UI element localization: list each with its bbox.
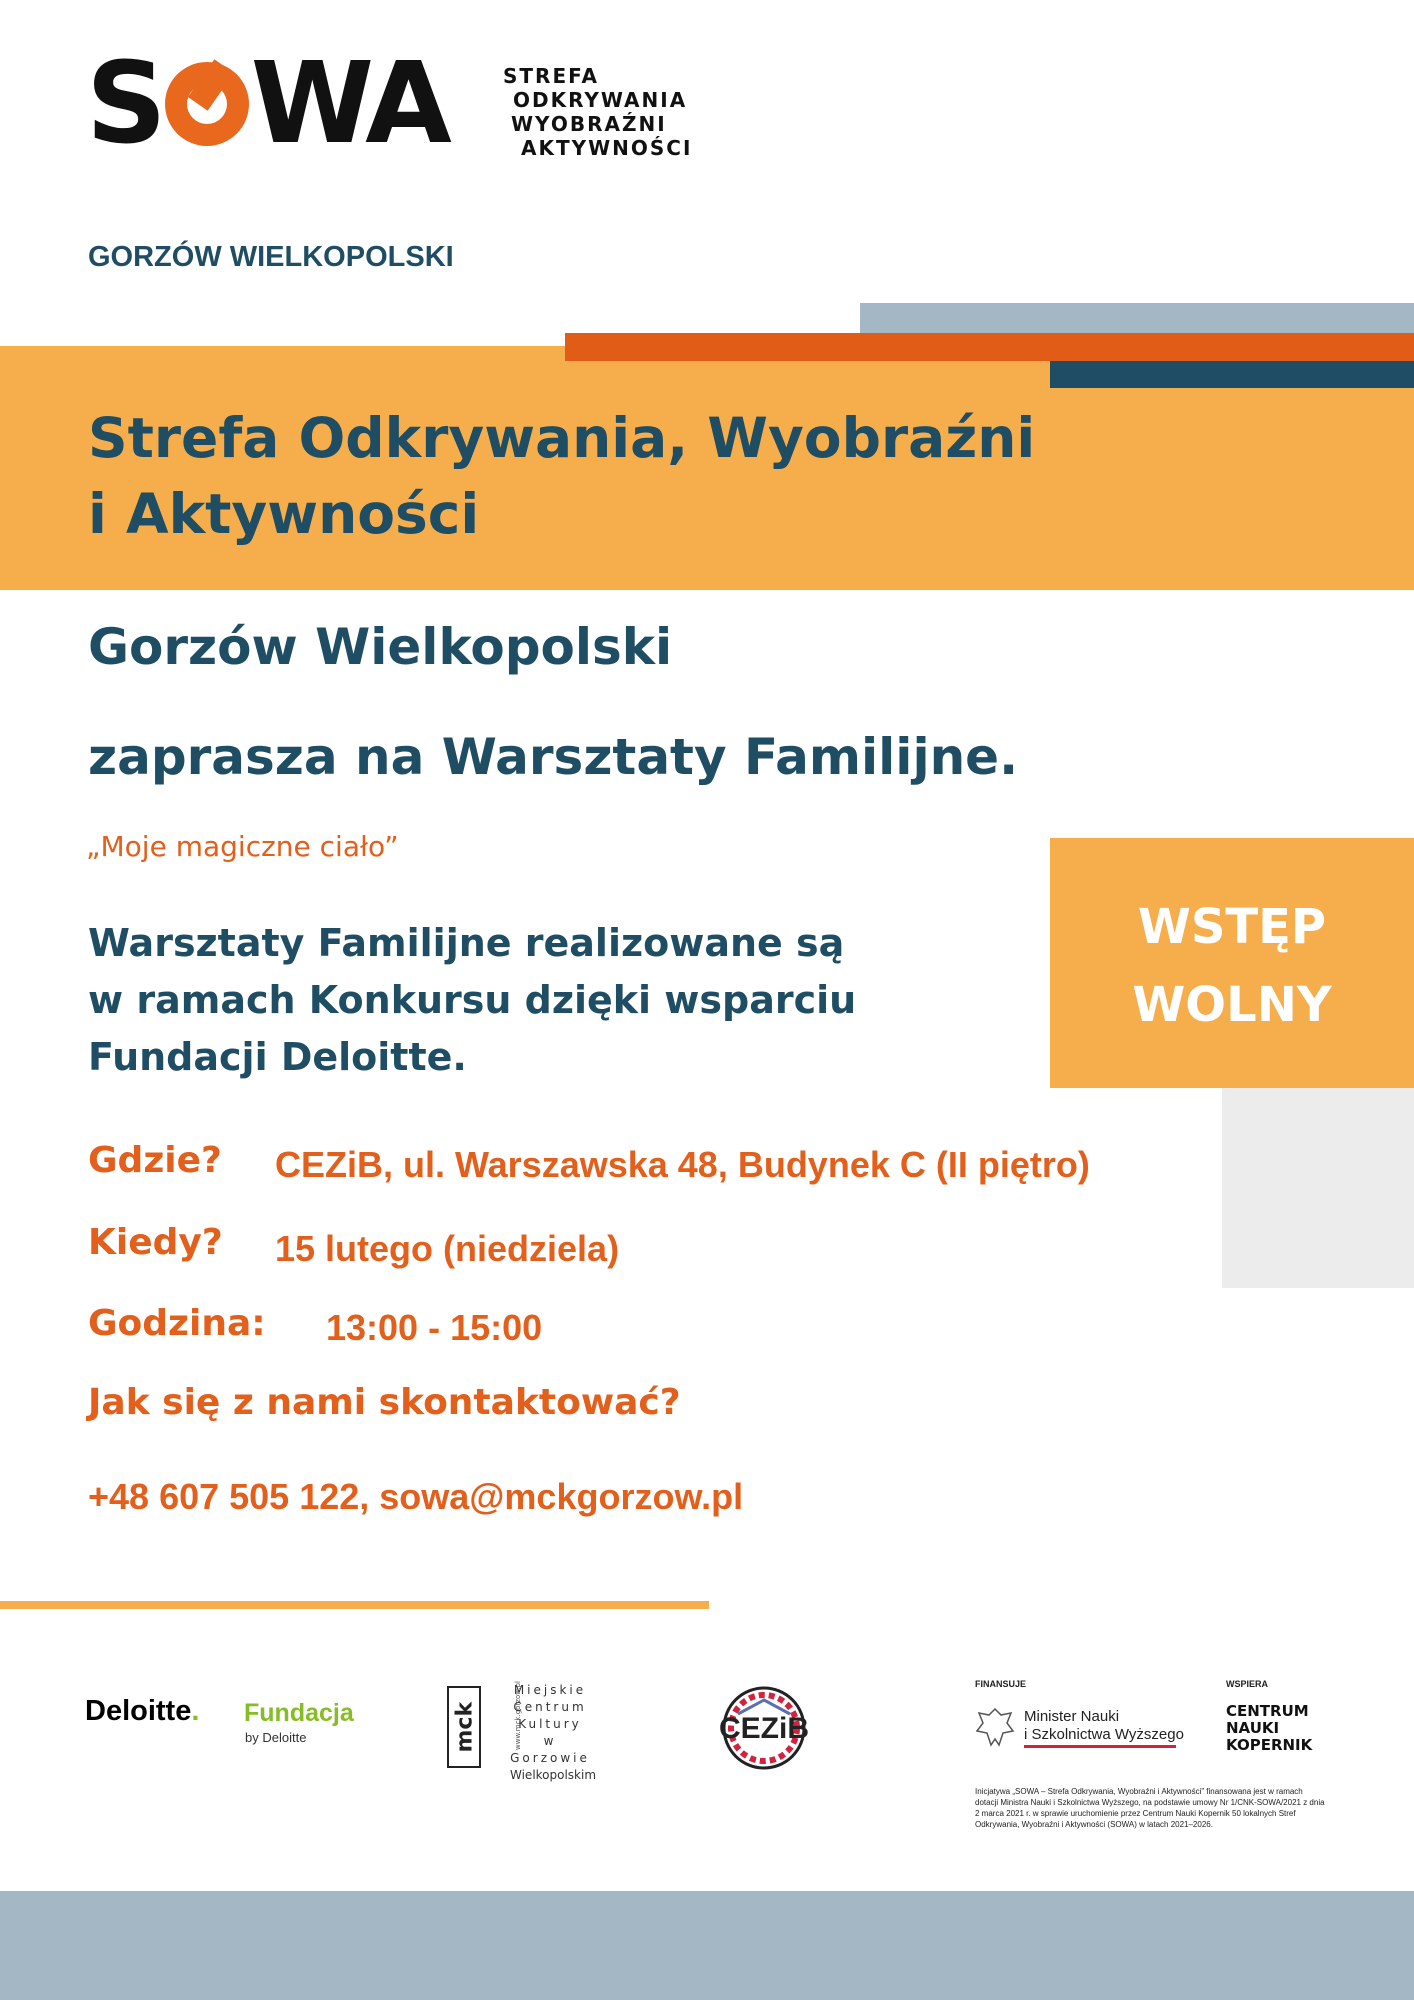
deloitte-logo <box>85 1695 199 1728</box>
time-label: Godzina: <box>88 1303 266 1344</box>
support-heading: WSPIERA <box>1226 1679 1269 1689</box>
free-entry-line: WSTĘP <box>1137 899 1327 955</box>
where-label: Gdzie? <box>88 1140 222 1181</box>
tagline-line: AKTYWNOŚCI <box>521 136 693 160</box>
mck-name-line: Kultury <box>518 1717 582 1731</box>
ck-line: NAUKI <box>1226 1719 1280 1737</box>
free-entry-line: WOLNY <box>1132 977 1332 1033</box>
subheading-invite: zaprasza na Warsztaty Familijne. <box>88 728 1019 786</box>
mck-logo: mck <box>452 1701 478 1753</box>
time-value: 13:00 - 15:00 <box>326 1307 543 1348</box>
by-deloitte-label: by Deloitte <box>245 1730 307 1745</box>
funding-heading: FINANSUJE <box>975 1679 1027 1689</box>
mck-name-line: w Gorzowie <box>510 1734 590 1765</box>
ministry-line: Minister Nauki <box>1024 1708 1120 1725</box>
owl-eye-icon <box>165 62 249 146</box>
decor-grey-box <box>1222 1088 1414 1288</box>
workshop-title: „Moje magiczne ciało” <box>86 830 399 863</box>
sowa-logo <box>86 39 448 169</box>
contact-heading: Jak się z nami skontaktować? <box>88 1382 681 1423</box>
ministry-red-line <box>1024 1745 1176 1748</box>
when-label: Kiedy? <box>88 1222 223 1263</box>
mck-name-line: Centrum <box>513 1700 587 1714</box>
fundacja-label: Fundacja <box>244 1699 354 1727</box>
city-label: GORZÓW WIELKOPOLSKI <box>88 241 454 273</box>
tagline-line: WYOBRAŹNI <box>511 112 667 136</box>
ck-line: KOPERNIK <box>1226 1736 1313 1754</box>
deloitte-wordmark: Deloitte <box>85 1695 192 1727</box>
footer-band <box>0 1891 1414 2000</box>
eagle-emblem-icon <box>975 1705 1015 1749</box>
subheading-city: Gorzów Wielkopolski <box>88 618 673 676</box>
ministry-name <box>1024 1708 1184 1744</box>
decor-bar-navy <box>1050 361 1414 388</box>
mck-name-line: Wielkopolskim <box>510 1768 597 1782</box>
contact-value: +48 607 505 122, sowa@mckgorzow.pl <box>88 1476 744 1517</box>
description-line: w ramach Konkursu dzięki wsparciu <box>88 978 857 1022</box>
fine-print: Inicjatywa „SOWA – Strefa Odkrywania, Wyobraźni i Aktywności” finansowana jest w ramach dotacji Ministra Nauki i Szkolnictwa Wyższego, na podstawie umowy Nr 1/CNK-SOWA/2021 z dnia 2 marca 2021 r. w sprawie uruchomienie przez Centrum Nauki Kopernik 50 lokalnych Stref Odkrywania, Wyobraźni i Aktywności (SOWA) w latach 2021–2026. <box>975 1787 1325 1829</box>
centrum-nauki-kopernik-logo <box>1226 1703 1312 1754</box>
description <box>88 915 856 1086</box>
logo-letter-s: S <box>86 39 163 169</box>
when-value: 15 lutego (niedziela) <box>275 1228 620 1269</box>
logo-letters-wa: WA <box>250 39 448 169</box>
headline-line: i Aktywności <box>88 482 480 546</box>
logo-tagline <box>493 64 692 160</box>
tagline-line: ODKRYWANIA <box>513 88 688 112</box>
mck-url: www.mck.gorzow.pl <box>514 1681 522 1750</box>
mck-name <box>510 1682 597 1784</box>
mck-name-line: Miejskie <box>513 1683 587 1697</box>
headline-line: Strefa Odkrywania, Wyobraźni <box>88 406 1036 470</box>
decor-bar-orange <box>565 333 1414 361</box>
where-value: CEZiB, ul. Warszawska 48, Budynek C (II piętro) <box>275 1144 1090 1185</box>
ministry-line: i Szkolnictwa Wyższego <box>1024 1726 1184 1743</box>
free-entry-text <box>1050 888 1414 1044</box>
decor-bar-grey <box>860 303 1414 333</box>
cezib-logo: CEZiB <box>719 1712 809 1745</box>
description-line: Warsztaty Familijne realizowane są <box>88 921 845 965</box>
description-line: Fundacji Deloitte. <box>88 1035 467 1079</box>
tagline-line: STREFA <box>503 64 599 88</box>
divider-line <box>0 1601 709 1609</box>
ck-line: CENTRUM <box>1226 1702 1309 1720</box>
deloitte-dot: . <box>191 1695 200 1727</box>
headline <box>88 400 1035 552</box>
